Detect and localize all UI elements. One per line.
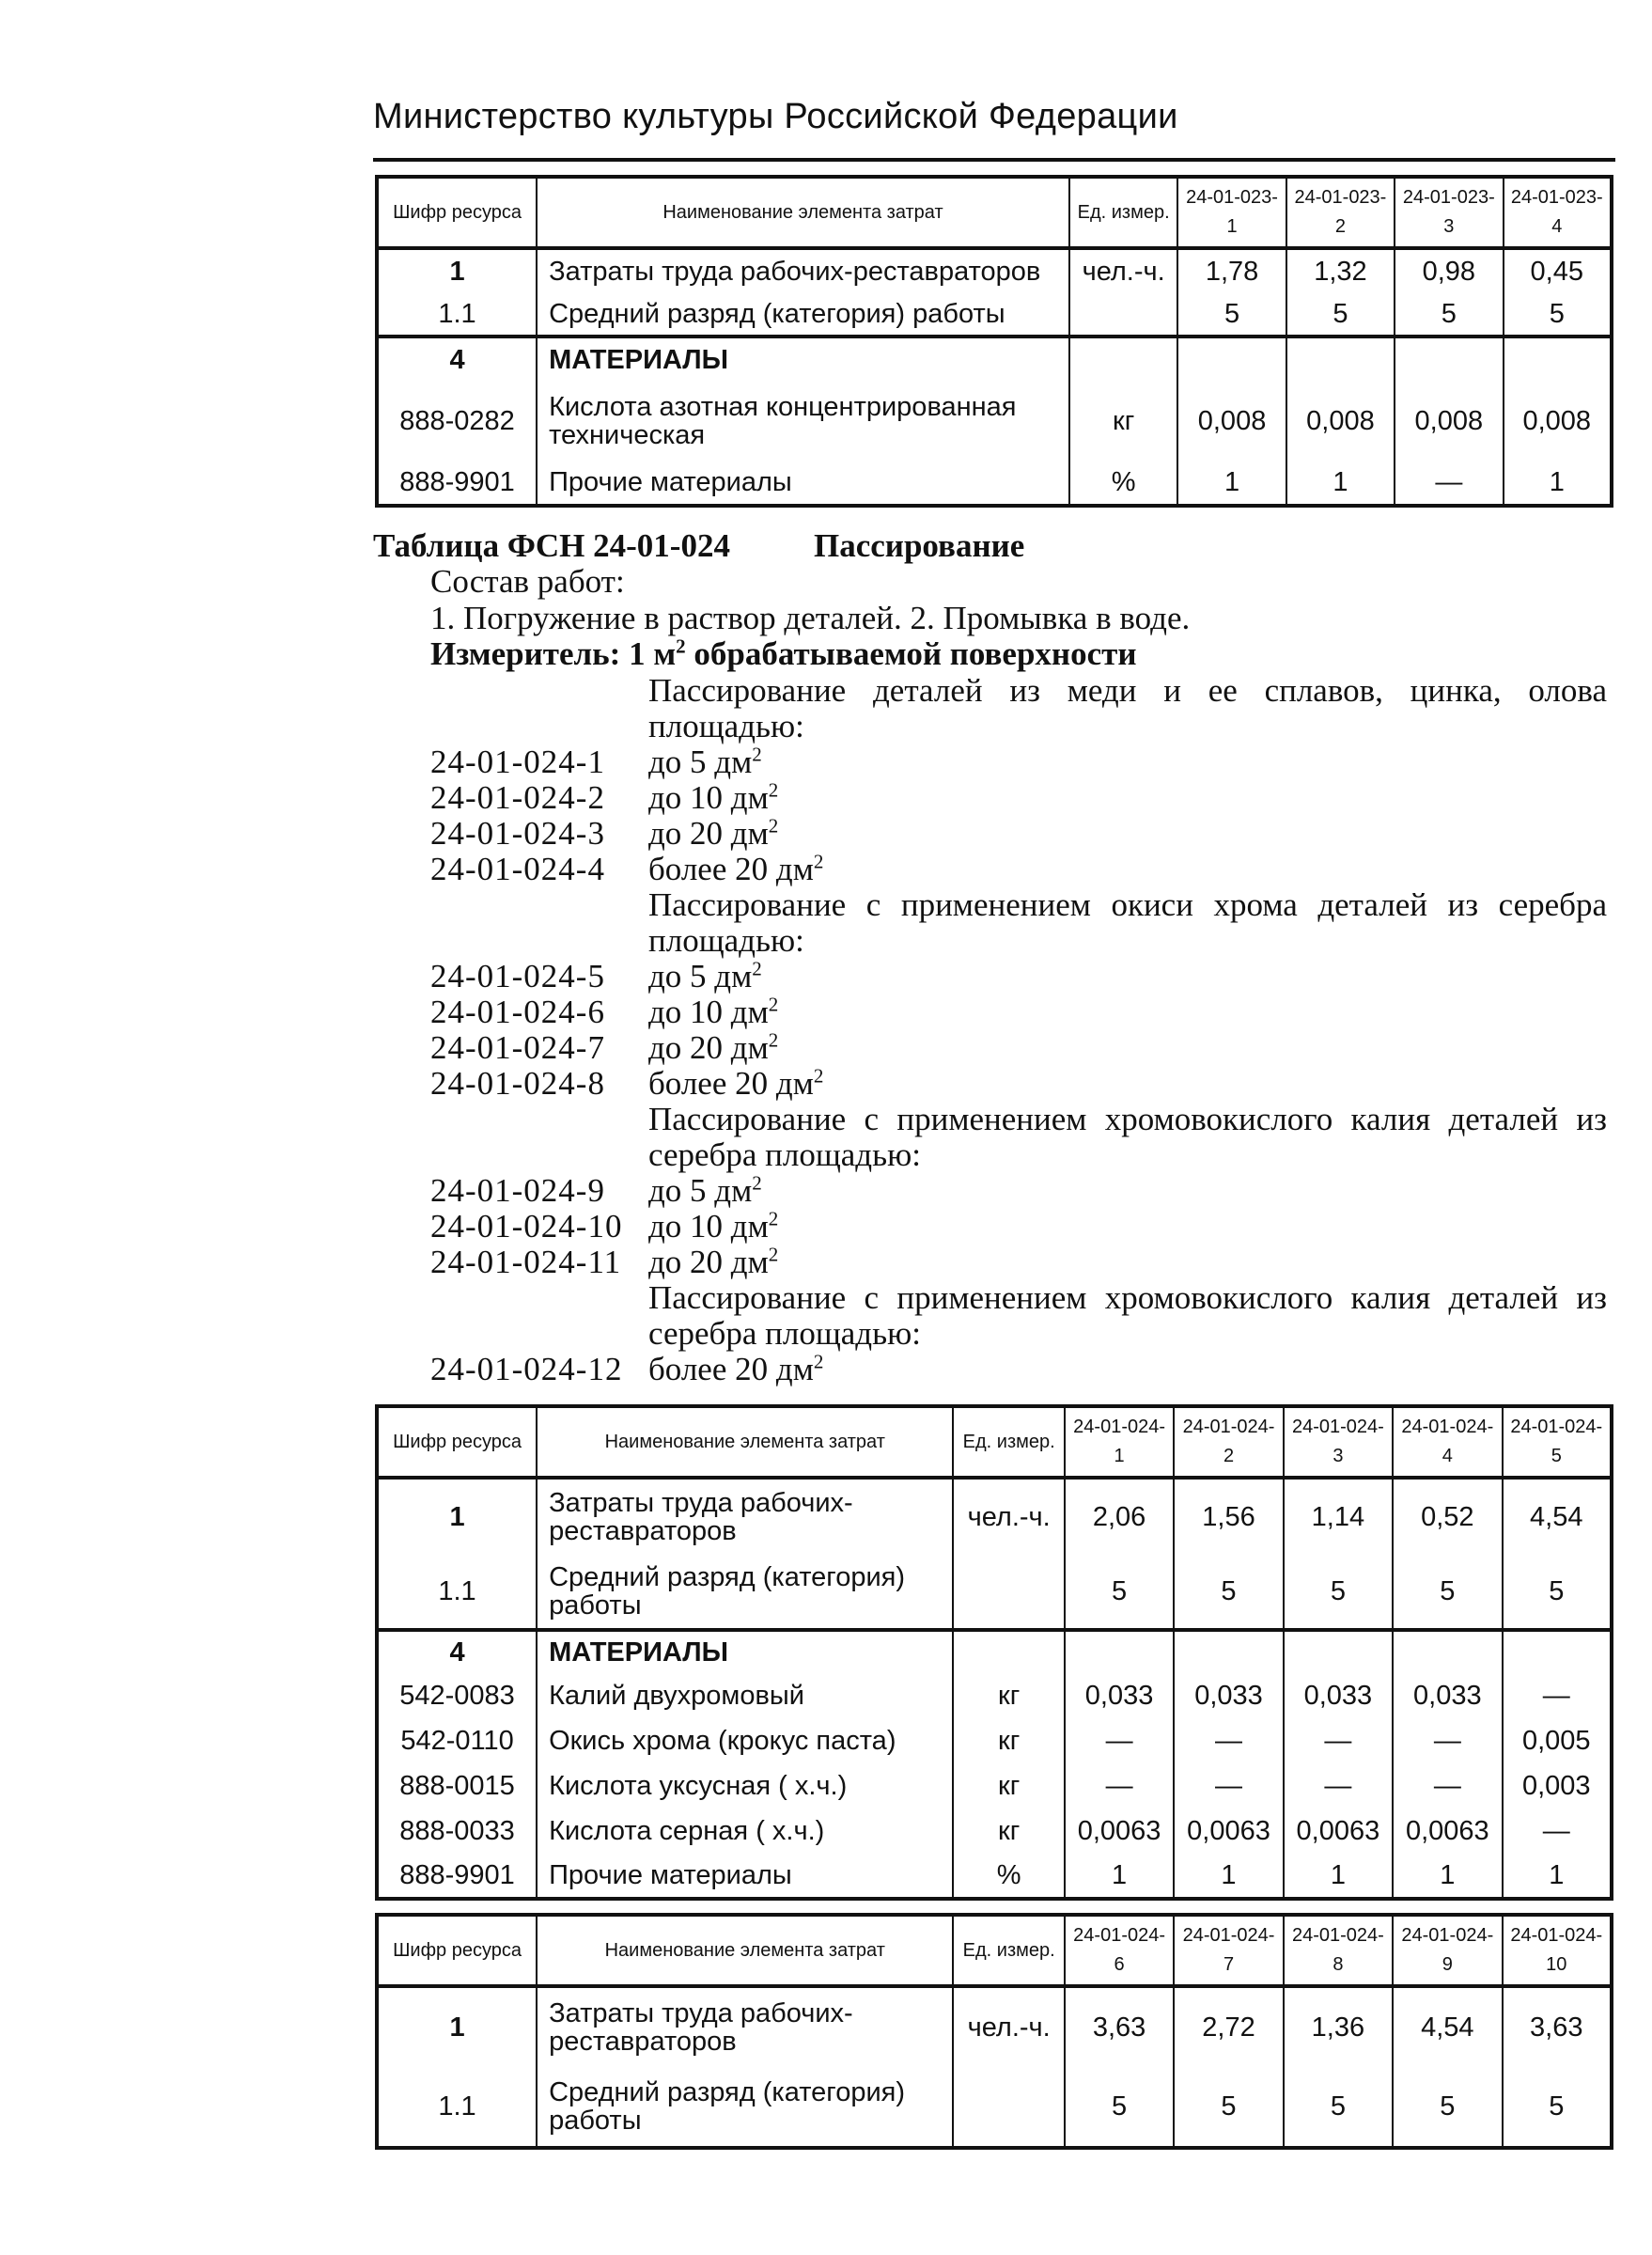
item-code: 24-01-024-12	[430, 1351, 623, 1387]
row-unit: чел.-ч.	[953, 1986, 1064, 2067]
row-value	[1504, 337, 1612, 382]
row-value: 3,63	[1065, 1986, 1174, 2067]
header-col: 24-01-024-5	[1503, 1406, 1612, 1478]
row-name: Средний разряд (категория) работы	[537, 1555, 953, 1630]
group-description: Пассирование с применением хромовокислого калия деталей из серебра площадью:	[648, 1279, 1607, 1352]
composition-text: 1. Погружение в раствор деталей. 2. Промывка в воде.	[430, 600, 1191, 636]
row-code: 4	[377, 1630, 537, 1673]
row-value: 5	[1174, 2067, 1283, 2148]
row-unit	[953, 2067, 1064, 2148]
row-unit: чел.-ч.	[1069, 248, 1177, 293]
header-divider	[373, 158, 1615, 162]
header-name: Наименование элемента затрат	[537, 1406, 953, 1478]
row-unit: чел.-ч.	[953, 1478, 1064, 1555]
row-value: 1	[1177, 461, 1286, 506]
table-row	[377, 248, 1612, 293]
header-col: 24-01-024-6	[1065, 1915, 1174, 1986]
row-value: 1	[1504, 461, 1612, 506]
row-name: МАТЕРИАЛЫ	[537, 337, 1069, 382]
item-code: 24-01-024-9	[430, 1172, 605, 1209]
item-code: 24-01-024-10	[430, 1208, 623, 1245]
row-value: —	[1395, 461, 1503, 506]
row-value: 0,0063	[1393, 1809, 1502, 1854]
group-description: Пассирование деталей из меди и ее сплавов, цинка, олова площадью:	[648, 672, 1607, 744]
row-code: 888-0015	[377, 1763, 537, 1809]
row-value: 1,78	[1177, 248, 1286, 293]
row-value: 1	[1393, 1854, 1502, 1899]
header-col: 24-01-024-7	[1174, 1915, 1283, 1986]
row-name: Кислота серная ( х.ч.)	[537, 1809, 953, 1854]
header-col: 24-01-024-9	[1393, 1915, 1502, 1986]
row-unit: кг	[953, 1673, 1064, 1718]
row-value: 0,033	[1174, 1673, 1283, 1718]
row-value: —	[1503, 1809, 1612, 1854]
row-value: 0,033	[1065, 1673, 1174, 1718]
row-unit: %	[1069, 461, 1177, 506]
row-unit: кг	[1069, 382, 1177, 461]
row-value: 0,008	[1286, 382, 1395, 461]
table-row	[377, 1763, 1612, 1809]
header-unit: Ед. измер.	[1069, 177, 1177, 248]
row-code: 1.1	[377, 293, 537, 337]
item-text: более 20 $дм^2$	[648, 1350, 824, 1387]
page-header-title: Министерство культуры Российской Федерации	[373, 97, 1178, 136]
group-description: Пассирование с применением хромовокислого калия деталей из серебра площадью:	[648, 1101, 1607, 1173]
row-unit	[1069, 337, 1177, 382]
row-value: —	[1174, 1718, 1283, 1763]
item-code: 24-01-024-1	[430, 744, 605, 780]
item-code: 24-01-024-5	[430, 958, 605, 994]
row-name: Средний разряд (категория) работы	[537, 2067, 953, 2148]
row-value: 0,45	[1504, 248, 1612, 293]
row-code: 888-0282	[377, 382, 537, 461]
row-value: 0,003	[1503, 1763, 1612, 1809]
header-code: Шифр ресурса	[377, 1915, 537, 1986]
row-value	[1177, 337, 1286, 382]
row-value: —	[1065, 1718, 1174, 1763]
row-value: 0,005	[1503, 1718, 1612, 1763]
item-text: до 5 $дм^2$	[648, 957, 762, 994]
table-row	[377, 2067, 1612, 2148]
table-row	[377, 1555, 1612, 1630]
row-value: 0,52	[1393, 1478, 1502, 1555]
row-value: 1,14	[1284, 1478, 1393, 1555]
row-value: 0,033	[1284, 1673, 1393, 1718]
row-value	[1284, 1630, 1393, 1673]
item-text: до 20 $дм^2$	[648, 1028, 779, 1066]
item-code: 24-01-024-7	[430, 1029, 605, 1066]
row-value: —	[1174, 1763, 1283, 1809]
row-code: 888-9901	[377, 461, 537, 506]
item-text: более 20 $дм^2$	[648, 850, 824, 887]
table-label: Таблица ФСН 24-01-024	[373, 527, 730, 564]
resource-table-024-b	[375, 1913, 1613, 2150]
item-code: 24-01-024-4	[430, 851, 605, 887]
item-code: 24-01-024-11	[430, 1244, 622, 1280]
header-name: Наименование элемента затрат	[537, 1915, 953, 1986]
header-name: Наименование элемента затрат	[537, 177, 1069, 248]
row-unit: кг	[953, 1809, 1064, 1854]
row-code: 542-0110	[377, 1718, 537, 1763]
row-value: 5	[1177, 293, 1286, 337]
row-value: 1	[1174, 1854, 1283, 1899]
table-row	[377, 1718, 1612, 1763]
table-row	[377, 1809, 1612, 1854]
row-value: 1	[1065, 1854, 1174, 1899]
item-code: 24-01-024-2	[430, 779, 605, 816]
row-unit: кг	[953, 1718, 1064, 1763]
row-code: 888-0033	[377, 1809, 537, 1854]
row-value: 0,0063	[1174, 1809, 1283, 1854]
row-value: 0,0063	[1065, 1809, 1174, 1854]
table-row	[377, 1986, 1612, 2067]
item-text: более 20 $дм^2$	[648, 1064, 824, 1102]
header-col: 24-01-024-4	[1393, 1406, 1502, 1478]
row-code: 888-9901	[377, 1854, 537, 1899]
resource-table-023	[375, 175, 1613, 508]
row-code: 1.1	[377, 2067, 537, 2148]
row-value: 1,32	[1286, 248, 1395, 293]
header-col: 24-01-024-10	[1503, 1915, 1612, 1986]
row-name: МАТЕРИАЛЫ	[537, 1630, 953, 1673]
row-value: 5	[1284, 1555, 1393, 1630]
row-value: —	[1065, 1763, 1174, 1809]
row-value: —	[1284, 1718, 1393, 1763]
item-code: 24-01-024-3	[430, 815, 605, 852]
table-row	[377, 337, 1612, 382]
row-unit: кг	[953, 1763, 1064, 1809]
row-value: 5	[1393, 1555, 1502, 1630]
header-col: 24-01-023-2	[1286, 177, 1395, 248]
composition-label: Состав работ:	[430, 563, 625, 600]
row-name: Калий двухромовый	[537, 1673, 953, 1718]
row-name: Кислота уксусная ( х.ч.)	[537, 1763, 953, 1809]
table-row	[377, 461, 1612, 506]
header-col: 24-01-023-1	[1177, 177, 1286, 248]
row-value: 5	[1395, 293, 1503, 337]
row-value: 2,06	[1065, 1478, 1174, 1555]
header-code: Шифр ресурса	[377, 177, 537, 248]
row-value: 1	[1284, 1854, 1393, 1899]
row-value: —	[1284, 1763, 1393, 1809]
row-value: 0,008	[1504, 382, 1612, 461]
row-value	[1065, 1630, 1174, 1673]
row-value: 5	[1065, 2067, 1174, 2148]
row-value	[1503, 1630, 1612, 1673]
row-name: Затраты труда рабочих-реставраторов	[537, 1478, 953, 1555]
measure-line: Измеритель: 1 $м^2$ обрабатываемой поверхности	[430, 634, 1137, 672]
row-value: 5	[1503, 1555, 1612, 1630]
table-row	[377, 1478, 1612, 1555]
row-value: 4,54	[1393, 1986, 1502, 2067]
row-value: 1,36	[1284, 1986, 1393, 2067]
row-value: 5	[1503, 2067, 1612, 2148]
header-unit: Ед. измер.	[953, 1915, 1064, 1986]
table-row	[377, 293, 1612, 337]
header-col: 24-01-024-8	[1284, 1915, 1393, 1986]
row-code: 1	[377, 1986, 537, 2067]
header-col: 24-01-024-3	[1284, 1406, 1393, 1478]
item-code: 24-01-024-6	[430, 994, 605, 1030]
item-text: до 5 $дм^2$	[648, 743, 762, 780]
row-value: 5	[1284, 2067, 1393, 2148]
table-title: Пассирование	[814, 527, 1025, 564]
row-value: 0,98	[1395, 248, 1503, 293]
row-name: Средний разряд (категория) работы	[537, 293, 1069, 337]
row-value: 0,008	[1395, 382, 1503, 461]
row-value: 1	[1286, 461, 1395, 506]
table-row	[377, 382, 1612, 461]
row-value	[1286, 337, 1395, 382]
row-unit	[1069, 293, 1177, 337]
row-name: Затраты труда рабочих-реставраторов	[537, 248, 1069, 293]
row-value	[1395, 337, 1503, 382]
row-name: Затраты труда рабочих-реставраторов	[537, 1986, 953, 2067]
item-text: до 10 $дм^2$	[648, 778, 779, 816]
row-name: Прочие материалы	[537, 461, 1069, 506]
row-value: 4,54	[1503, 1478, 1612, 1555]
row-value	[1174, 1630, 1283, 1673]
row-value: 0,008	[1177, 382, 1286, 461]
header-code: Шифр ресурса	[377, 1406, 537, 1478]
item-text: до 10 $дм^2$	[648, 1207, 779, 1245]
resource-table-024-a	[375, 1404, 1613, 1901]
row-value: 5	[1065, 1555, 1174, 1630]
row-value: —	[1393, 1763, 1502, 1809]
row-value: 5	[1286, 293, 1395, 337]
header-col: 24-01-023-4	[1504, 177, 1612, 248]
group-description: Пассирование с применением окиси хрома деталей из серебра площадью:	[648, 886, 1607, 959]
header-col: 24-01-023-3	[1395, 177, 1503, 248]
table-row	[377, 1630, 1612, 1673]
table-row	[377, 1673, 1612, 1718]
item-code: 24-01-024-8	[430, 1065, 605, 1102]
row-value	[1393, 1630, 1502, 1673]
row-value: 5	[1174, 1555, 1283, 1630]
row-value: 0,0063	[1284, 1809, 1393, 1854]
row-code: 1	[377, 1478, 537, 1555]
row-value: 5	[1393, 2067, 1502, 2148]
row-value: 1,56	[1174, 1478, 1283, 1555]
row-code: 1.1	[377, 1555, 537, 1630]
item-text: до 10 $дм^2$	[648, 993, 779, 1030]
header-unit: Ед. измер.	[953, 1406, 1064, 1478]
row-name: Прочие материалы	[537, 1854, 953, 1899]
row-value: —	[1503, 1673, 1612, 1718]
header-col: 24-01-024-2	[1174, 1406, 1283, 1478]
row-name: Окись хрома (крокус паста)	[537, 1718, 953, 1763]
row-value: 0,033	[1393, 1673, 1502, 1718]
row-value: 2,72	[1174, 1986, 1283, 2067]
item-text: до 5 $дм^2$	[648, 1171, 762, 1209]
row-code: 4	[377, 337, 537, 382]
table-row	[377, 1854, 1612, 1899]
row-value: 3,63	[1503, 1986, 1612, 2067]
row-code: 542-0083	[377, 1673, 537, 1718]
row-unit	[953, 1630, 1064, 1673]
row-value: —	[1393, 1718, 1502, 1763]
row-name: Кислота азотная концентрированная техническая	[537, 382, 1069, 461]
row-unit: %	[953, 1854, 1064, 1899]
row-code: 1	[377, 248, 537, 293]
row-value: 1	[1503, 1854, 1612, 1899]
item-text: до 20 $дм^2$	[648, 814, 779, 852]
row-unit	[953, 1555, 1064, 1630]
header-col: 24-01-024-1	[1065, 1406, 1174, 1478]
row-value: 5	[1504, 293, 1612, 337]
item-text: до 20 $дм^2$	[648, 1243, 779, 1280]
